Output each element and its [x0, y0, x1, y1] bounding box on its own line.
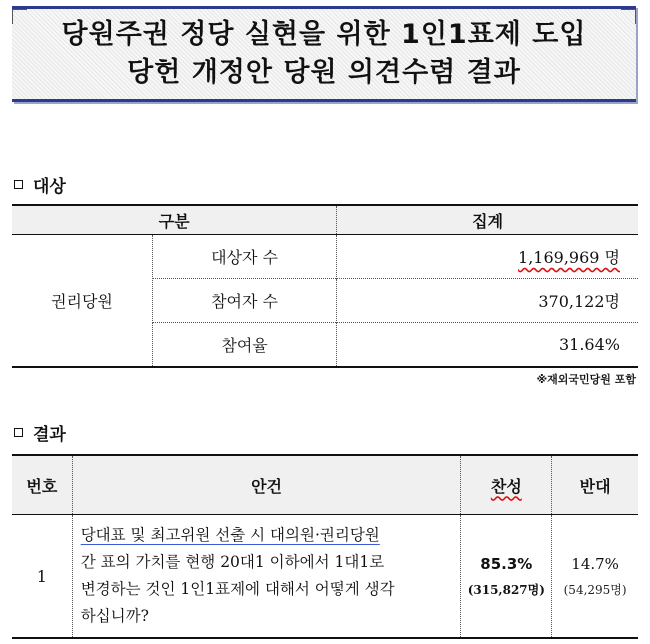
agree-percent: 85.3% [480, 555, 533, 573]
header-agree [461, 455, 552, 515]
row-number: 1 [12, 515, 72, 639]
row-label: 참여자 수 [152, 279, 336, 323]
header-disagree: 반대 [552, 455, 638, 515]
agenda-line: 간 표의 가치를 현행 20대1 이하에서 1대1로 [80, 553, 385, 571]
row-value: 31.64% [337, 323, 638, 368]
row-label: 참여율 [152, 323, 336, 368]
table-row [12, 515, 638, 639]
row-value-text: 1,169,969 명 [518, 248, 620, 267]
section-heading-result [14, 420, 66, 445]
footnote: ※재외국민당원 포함 [536, 373, 636, 386]
result-table [12, 454, 638, 639]
table-row [12, 235, 638, 279]
header-category: 구분 [12, 205, 337, 235]
disagree-count: (54,295명) [563, 583, 627, 597]
disagree-percent: 14.7% [571, 555, 619, 573]
row-value [337, 235, 638, 279]
target-table [12, 204, 638, 368]
corner-mark [621, 9, 636, 24]
disagree-cell [552, 515, 638, 639]
agenda-line: 당대표 및 최고위원 선출 시 대의원·권리당원 [80, 526, 380, 544]
title-line-1: 당원주권 정당 실현을 위한 1인1표제 도입 [61, 19, 587, 50]
agenda-line: 변경하는 것인 1인1표제에 대해서 어떻게 생각 [80, 580, 395, 598]
header-agree-text: 찬성 [490, 476, 522, 496]
section-heading-target [14, 172, 66, 197]
table-header-row [12, 205, 638, 235]
header-number: 번호 [12, 455, 72, 515]
row-label: 대상자 수 [152, 235, 336, 279]
agenda-text [72, 515, 461, 639]
group-label: 권리당원 [12, 235, 152, 368]
title-banner [12, 6, 636, 102]
square-bullet-icon [14, 180, 23, 189]
row-value: 370,122명 [337, 279, 638, 323]
header-total: 집계 [337, 205, 638, 235]
agenda-line: 하십니까? [80, 607, 149, 625]
header-agenda: 안건 [72, 455, 461, 515]
section-heading-label: 대상 [33, 177, 66, 197]
corner-mark [12, 9, 27, 24]
agree-count: (315,827명) [467, 583, 545, 597]
square-bullet-icon [14, 428, 23, 437]
title-line-2: 당헌 개정안 당원 의견수렴 결과 [127, 57, 521, 88]
agree-cell [461, 515, 552, 639]
section-heading-label: 결과 [33, 425, 66, 445]
table-header-row [12, 455, 638, 515]
